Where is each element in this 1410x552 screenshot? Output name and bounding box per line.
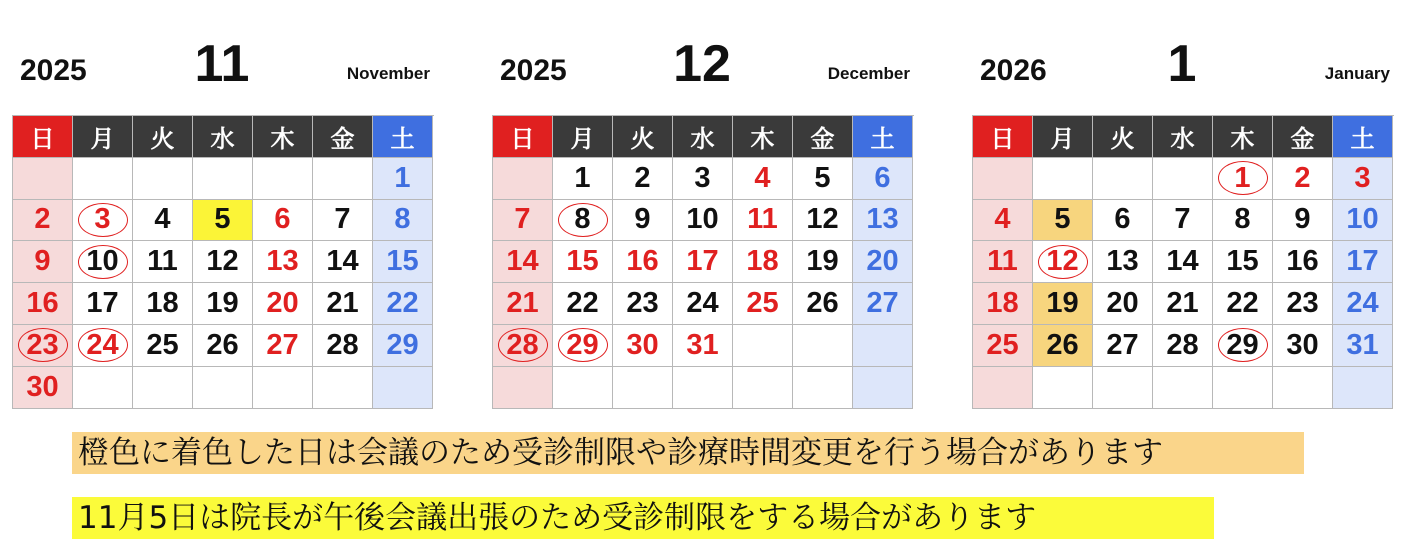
- day-number: 21: [1166, 287, 1199, 320]
- day-number: 22: [566, 287, 599, 320]
- day-number: 1: [394, 161, 411, 194]
- calendar-day-5: [793, 158, 853, 200]
- day-number: 5: [214, 203, 231, 236]
- day-number: 7: [334, 203, 351, 236]
- calendar-day-22: [373, 283, 433, 325]
- empty-day-cell: [1333, 367, 1393, 409]
- calendar-day-21: [493, 283, 553, 325]
- day-number: 22: [386, 287, 419, 320]
- day-number: 20: [866, 245, 899, 278]
- month-number: 12: [673, 35, 731, 93]
- empty-day-cell: [793, 367, 853, 409]
- calendar-day-2: [13, 200, 73, 242]
- empty-day-cell: [733, 367, 793, 409]
- calendar-day-15: [373, 241, 433, 283]
- calendar-day-9: [13, 241, 73, 283]
- day-number: 7: [514, 203, 531, 236]
- calendar-day-1: [373, 158, 433, 200]
- empty-day-cell: [973, 158, 1033, 200]
- calendar-day-22: [553, 283, 613, 325]
- weekday-header-sat: 土: [1333, 116, 1393, 158]
- day-number: 4: [994, 203, 1011, 236]
- day-number: 3: [94, 203, 111, 236]
- calendar-day-30: [613, 325, 673, 367]
- day-number: 25: [746, 287, 779, 320]
- empty-day-cell: [1153, 367, 1213, 409]
- calendar-day-26: [793, 283, 853, 325]
- calendar-day-11: [133, 241, 193, 283]
- calendar-day-26: [1033, 325, 1093, 367]
- day-number: 8: [1234, 203, 1251, 236]
- calendar-day-29: [373, 325, 433, 367]
- calendar-day-19: [793, 241, 853, 283]
- day-number: 24: [1346, 287, 1379, 320]
- weekday-header-sat: 土: [373, 116, 433, 158]
- calendar-day-6: [853, 158, 913, 200]
- day-number: 8: [394, 203, 411, 236]
- weekday-header-tue: 火: [1093, 116, 1153, 158]
- day-number: 10: [86, 245, 119, 278]
- day-number: 12: [806, 203, 839, 236]
- day-number: 29: [1226, 328, 1259, 361]
- weekday-header-wed: 水: [673, 116, 733, 158]
- day-number: 30: [626, 328, 659, 361]
- day-number: 30: [26, 370, 59, 403]
- calendar-day-20: [253, 283, 313, 325]
- day-number: 16: [626, 245, 659, 278]
- empty-day-cell: [373, 367, 433, 409]
- calendar-day-20: [853, 241, 913, 283]
- orange-highlight-note: 橙色に着色した日は会議のため受診制限や診療時間変更を行う場合があります: [72, 432, 1304, 474]
- day-number: 25: [146, 328, 179, 361]
- weekday-header-mon: 月: [73, 116, 133, 158]
- calendar-day-12: [1033, 241, 1093, 283]
- day-number: 6: [274, 203, 291, 236]
- calendar-day-20: [1093, 283, 1153, 325]
- calendar-day-10: [1333, 200, 1393, 242]
- calendar-january: [972, 0, 1394, 405]
- empty-day-cell: [133, 367, 193, 409]
- weekday-header-thu: 木: [733, 116, 793, 158]
- calendar-day-9: [613, 200, 673, 242]
- calendar-day-10: [73, 241, 133, 283]
- calendar-day-23: [613, 283, 673, 325]
- day-number: 5: [1054, 203, 1071, 236]
- day-number: 18: [986, 287, 1019, 320]
- calendar-day-24: [673, 283, 733, 325]
- day-number: 17: [686, 245, 719, 278]
- calendar-day-22: [1213, 283, 1273, 325]
- calendar-day-25: [133, 325, 193, 367]
- day-number: 5: [814, 161, 831, 194]
- day-number: 3: [694, 161, 711, 194]
- calendar-day-8: [553, 200, 613, 242]
- calendar-day-12: [193, 241, 253, 283]
- day-number: 9: [34, 245, 51, 278]
- day-number: 19: [1046, 287, 1079, 320]
- day-number: 25: [986, 328, 1019, 361]
- calendar-day-21: [313, 283, 373, 325]
- day-number: 31: [686, 328, 719, 361]
- calendar-day-3: [73, 200, 133, 242]
- day-number: 18: [146, 287, 179, 320]
- calendar-header: [972, 0, 1394, 110]
- day-number: 29: [386, 328, 419, 361]
- calendar-day-5: [193, 200, 253, 242]
- day-number: 29: [566, 328, 599, 361]
- day-number: 2: [1294, 161, 1311, 194]
- calendar-day-24: [1333, 283, 1393, 325]
- month-english-name: January: [1324, 64, 1390, 83]
- calendar-day-7: [493, 200, 553, 242]
- calendar-day-27: [1093, 325, 1153, 367]
- day-number: 10: [686, 203, 719, 236]
- weekday-header-fri: 金: [793, 116, 853, 158]
- day-number: 15: [566, 245, 599, 278]
- calendar-day-16: [13, 283, 73, 325]
- day-number: 26: [1046, 328, 1079, 361]
- calendar-day-28: [493, 325, 553, 367]
- day-number: 26: [206, 328, 239, 361]
- day-number: 8: [574, 203, 591, 236]
- calendar-day-28: [313, 325, 373, 367]
- empty-day-cell: [73, 158, 133, 200]
- calendar-day-12: [793, 200, 853, 242]
- empty-day-cell: [673, 367, 733, 409]
- day-number: 27: [866, 287, 899, 320]
- calendar-day-23: [13, 325, 73, 367]
- empty-day-cell: [493, 367, 553, 409]
- calendar-day-11: [733, 200, 793, 242]
- weekday-header-fri: 金: [313, 116, 373, 158]
- calendar-december: [492, 0, 914, 405]
- calendar-november: [12, 0, 434, 405]
- day-number: 7: [1174, 203, 1191, 236]
- calendar-day-2: [613, 158, 673, 200]
- day-number: 3: [1354, 161, 1371, 194]
- calendar-day-7: [1153, 200, 1213, 242]
- empty-day-cell: [853, 325, 913, 367]
- calendar-grid: [12, 115, 434, 409]
- day-number: 28: [1166, 328, 1199, 361]
- year-label: 2025: [20, 54, 87, 87]
- day-number: 24: [86, 328, 119, 361]
- calendar-day-4: [733, 158, 793, 200]
- day-number: 26: [806, 287, 839, 320]
- weekday-header-sat: 土: [853, 116, 913, 158]
- empty-day-cell: [1153, 158, 1213, 200]
- month-number: 1: [1167, 35, 1197, 93]
- day-number: 12: [206, 245, 239, 278]
- empty-day-cell: [13, 158, 73, 200]
- empty-day-cell: [193, 367, 253, 409]
- calendar-day-15: [1213, 241, 1273, 283]
- day-number: 17: [86, 287, 119, 320]
- day-number: 12: [1046, 245, 1079, 278]
- empty-day-cell: [193, 158, 253, 200]
- calendar-day-19: [193, 283, 253, 325]
- year-label: 2026: [980, 54, 1047, 87]
- empty-day-cell: [1033, 158, 1093, 200]
- empty-day-cell: [613, 367, 673, 409]
- calendar-day-18: [973, 283, 1033, 325]
- calendar-day-14: [493, 241, 553, 283]
- weekday-header-wed: 水: [1153, 116, 1213, 158]
- day-number: 6: [874, 161, 891, 194]
- day-number: 20: [1106, 287, 1139, 320]
- day-number: 23: [1286, 287, 1319, 320]
- day-number: 4: [154, 203, 171, 236]
- day-number: 28: [506, 328, 539, 361]
- calendar-day-6: [253, 200, 313, 242]
- calendar-day-18: [133, 283, 193, 325]
- empty-day-cell: [553, 367, 613, 409]
- day-number: 13: [866, 203, 899, 236]
- empty-day-cell: [1093, 158, 1153, 200]
- calendar-day-9: [1273, 200, 1333, 242]
- calendar-day-27: [853, 283, 913, 325]
- day-number: 15: [1226, 245, 1259, 278]
- calendar-day-13: [853, 200, 913, 242]
- calendar-day-13: [1093, 241, 1153, 283]
- day-number: 16: [1286, 245, 1319, 278]
- calendar-day-7: [313, 200, 373, 242]
- calendar-day-16: [613, 241, 673, 283]
- day-number: 21: [326, 287, 359, 320]
- empty-day-cell: [253, 367, 313, 409]
- day-number: 9: [634, 203, 651, 236]
- empty-day-cell: [733, 325, 793, 367]
- day-number: 31: [1346, 328, 1379, 361]
- weekday-header-mon: 月: [553, 116, 613, 158]
- day-number: 4: [754, 161, 771, 194]
- calendar-day-14: [313, 241, 373, 283]
- year-label: 2025: [500, 54, 567, 87]
- day-number: 30: [1286, 328, 1319, 361]
- calendar-day-18: [733, 241, 793, 283]
- day-number: 6: [1114, 203, 1131, 236]
- calendar-day-19: [1033, 283, 1093, 325]
- calendar-day-30: [13, 367, 73, 409]
- calendar-day-3: [1333, 158, 1393, 200]
- calendar-day-27: [253, 325, 313, 367]
- day-number: 1: [1234, 161, 1251, 194]
- calendar-day-23: [1273, 283, 1333, 325]
- empty-day-cell: [313, 158, 373, 200]
- empty-day-cell: [793, 325, 853, 367]
- calendar-day-25: [973, 325, 1033, 367]
- day-number: 10: [1346, 203, 1379, 236]
- calendar-day-8: [373, 200, 433, 242]
- calendar-header: [12, 0, 434, 110]
- day-number: 14: [326, 245, 359, 278]
- empty-day-cell: [1033, 367, 1093, 409]
- calendar-day-17: [73, 283, 133, 325]
- calendar-day-11: [973, 241, 1033, 283]
- calendar-day-6: [1093, 200, 1153, 242]
- day-number: 27: [266, 328, 299, 361]
- calendar-day-31: [1333, 325, 1393, 367]
- empty-day-cell: [1093, 367, 1153, 409]
- calendar-day-5: [1033, 200, 1093, 242]
- calendar-day-15: [553, 241, 613, 283]
- calendar-day-28: [1153, 325, 1213, 367]
- day-number: 23: [626, 287, 659, 320]
- weekday-header-thu: 木: [1213, 116, 1273, 158]
- calendar-day-4: [973, 200, 1033, 242]
- day-number: 2: [34, 203, 51, 236]
- empty-day-cell: [253, 158, 313, 200]
- day-number: 13: [266, 245, 299, 278]
- calendar-day-29: [1213, 325, 1273, 367]
- empty-day-cell: [1213, 367, 1273, 409]
- calendar-day-25: [733, 283, 793, 325]
- calendar-day-10: [673, 200, 733, 242]
- day-number: 20: [266, 287, 299, 320]
- calendar-day-1: [553, 158, 613, 200]
- empty-day-cell: [133, 158, 193, 200]
- calendar-day-4: [133, 200, 193, 242]
- weekday-header-sun: 日: [493, 116, 553, 158]
- calendar-day-13: [253, 241, 313, 283]
- empty-day-cell: [493, 158, 553, 200]
- day-number: 19: [806, 245, 839, 278]
- day-number: 14: [1166, 245, 1199, 278]
- calendar-header: [492, 0, 914, 110]
- calendar-day-31: [673, 325, 733, 367]
- empty-day-cell: [1273, 367, 1333, 409]
- day-number: 22: [1226, 287, 1259, 320]
- calendar-day-17: [673, 241, 733, 283]
- day-number: 16: [26, 287, 59, 320]
- day-number: 14: [506, 245, 539, 278]
- month-english-name: December: [827, 64, 910, 83]
- day-number: 27: [1106, 328, 1139, 361]
- calendar-day-8: [1213, 200, 1273, 242]
- weekday-header-tue: 火: [613, 116, 673, 158]
- weekday-header-sun: 日: [13, 116, 73, 158]
- weekday-header-fri: 金: [1273, 116, 1333, 158]
- empty-day-cell: [973, 367, 1033, 409]
- day-number: 21: [506, 287, 539, 320]
- calendar-day-14: [1153, 241, 1213, 283]
- calendar-grid: [972, 115, 1394, 409]
- day-number: 19: [206, 287, 239, 320]
- day-number: 18: [746, 245, 779, 278]
- day-number: 15: [386, 245, 419, 278]
- yellow-highlight-note: 11月5日は院長が午後会議出張のため受診制限をする場合があります: [72, 497, 1214, 539]
- month-number: 11: [194, 35, 250, 93]
- day-number: 9: [1294, 203, 1311, 236]
- day-number: 11: [987, 245, 1018, 278]
- day-number: 17: [1346, 245, 1379, 278]
- calendar-day-26: [193, 325, 253, 367]
- calendar-day-21: [1153, 283, 1213, 325]
- day-number: 2: [634, 161, 651, 194]
- calendar-day-1: [1213, 158, 1273, 200]
- day-number: 13: [1106, 245, 1139, 278]
- calendar-day-17: [1333, 241, 1393, 283]
- calendar-grid: [492, 115, 914, 409]
- day-number: 11: [747, 203, 778, 236]
- empty-day-cell: [853, 367, 913, 409]
- calendar-day-2: [1273, 158, 1333, 200]
- weekday-header-sun: 日: [973, 116, 1033, 158]
- weekday-header-thu: 木: [253, 116, 313, 158]
- day-number: 23: [26, 328, 59, 361]
- calendar-day-29: [553, 325, 613, 367]
- weekday-header-wed: 水: [193, 116, 253, 158]
- day-number: 28: [326, 328, 359, 361]
- month-english-name: November: [346, 64, 430, 83]
- weekday-header-tue: 火: [133, 116, 193, 158]
- calendar-day-3: [673, 158, 733, 200]
- empty-day-cell: [73, 367, 133, 409]
- empty-day-cell: [313, 367, 373, 409]
- day-number: 24: [686, 287, 719, 320]
- day-number: 11: [147, 245, 178, 278]
- calendar-day-24: [73, 325, 133, 367]
- weekday-header-mon: 月: [1033, 116, 1093, 158]
- calendar-day-30: [1273, 325, 1333, 367]
- day-number: 1: [574, 161, 591, 194]
- calendar-day-16: [1273, 241, 1333, 283]
